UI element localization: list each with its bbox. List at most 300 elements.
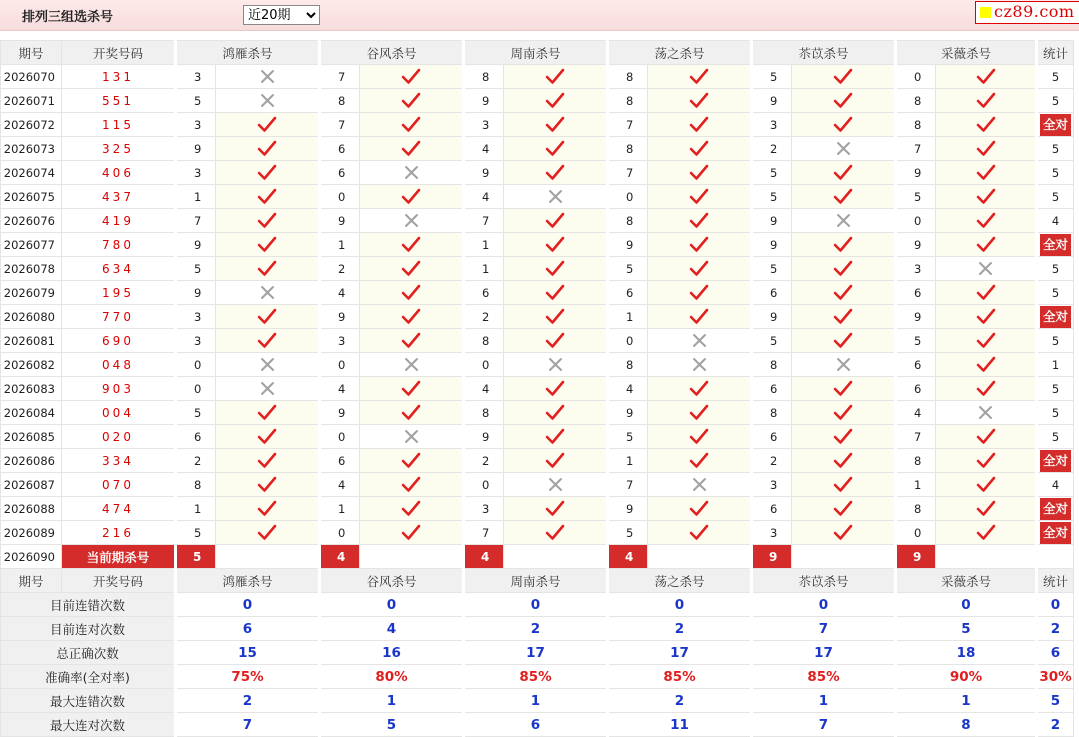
summary-stat-value: 2 [1037, 713, 1074, 737]
stat-cell: 5 [1037, 137, 1074, 161]
check-icon [216, 137, 320, 161]
kill-number-cell: 1 [464, 233, 504, 257]
stat-cell: 5 [1037, 425, 1074, 449]
summary-value: 17 [464, 641, 608, 665]
col-header-expert: 荡之杀号 [608, 41, 752, 65]
summary-value: 1 [752, 689, 896, 713]
summary-value: 80% [320, 665, 464, 689]
kill-number-cell: 8 [896, 89, 936, 113]
kill-number-cell: 7 [608, 161, 648, 185]
check-icon [936, 521, 1037, 545]
table-row [1, 89, 1074, 113]
check-icon [504, 113, 608, 137]
kill-number-cell: 3 [752, 521, 792, 545]
check-icon [936, 305, 1037, 329]
summary-value: 85% [752, 665, 896, 689]
kill-number-cell: 8 [176, 473, 216, 497]
col-header-stat: 统计 [1037, 41, 1074, 65]
check-icon [216, 329, 320, 353]
col-header-stat: 统计 [1037, 569, 1074, 593]
table-row [1, 257, 1074, 281]
check-icon [936, 449, 1037, 473]
check-icon [360, 305, 464, 329]
summary-value: 15 [176, 641, 320, 665]
summary-row [1, 713, 1074, 737]
summary-value: 17 [752, 641, 896, 665]
kill-number-cell: 8 [608, 65, 648, 89]
period-cell: 2026078 [1, 257, 62, 281]
summary-value: 85% [608, 665, 752, 689]
check-icon [648, 425, 752, 449]
stat-cell [1037, 233, 1074, 257]
kill-number-cell: 1 [464, 257, 504, 281]
summary-value: 18 [896, 641, 1037, 665]
current-kill-number: 5 [176, 545, 216, 569]
kill-number-cell: 3 [176, 329, 216, 353]
period-cell: 2026087 [1, 473, 62, 497]
check-icon [936, 353, 1037, 377]
page-title: 排列三组选杀号 [22, 10, 114, 25]
draw-number-cell: 770 [62, 305, 176, 329]
draw-number-cell: 020 [62, 425, 176, 449]
kill-number-cell: 8 [608, 209, 648, 233]
kill-number-cell: 7 [896, 137, 936, 161]
check-icon [936, 329, 1037, 353]
summary-value: 0 [464, 593, 608, 617]
check-icon [360, 233, 464, 257]
current-period-cell: 2026090 [1, 545, 62, 569]
kill-number-cell: 4 [464, 377, 504, 401]
check-icon [936, 113, 1037, 137]
check-icon [360, 281, 464, 305]
period-cell: 2026083 [1, 377, 62, 401]
col-header-draw: 开奖号码 [62, 41, 176, 65]
draw-number-cell: 334 [62, 449, 176, 473]
kill-number-cell: 0 [320, 425, 360, 449]
summary-label: 目前连对次数 [1, 617, 176, 641]
draw-number-cell: 216 [62, 521, 176, 545]
kill-number-cell: 1 [176, 185, 216, 209]
summary-row [1, 641, 1074, 665]
kill-number-cell: 0 [176, 377, 216, 401]
kill-number-cell: 9 [752, 305, 792, 329]
cross-icon [216, 65, 320, 89]
kill-number-cell: 8 [464, 329, 504, 353]
summary-value: 2 [176, 689, 320, 713]
check-icon [648, 185, 752, 209]
period-cell: 2026085 [1, 425, 62, 449]
kill-number-cell: 5 [608, 425, 648, 449]
kill-number-cell: 0 [608, 185, 648, 209]
kill-number-cell: 4 [320, 281, 360, 305]
summary-value: 16 [320, 641, 464, 665]
draw-number-cell: 437 [62, 185, 176, 209]
current-kill-empty [360, 545, 464, 569]
check-icon [216, 233, 320, 257]
current-kill-number: 9 [752, 545, 792, 569]
check-icon [648, 497, 752, 521]
summary-value: 85% [464, 665, 608, 689]
col-header-expert: 谷风杀号 [320, 569, 464, 593]
current-stat-empty [1037, 545, 1074, 569]
kill-number-cell: 7 [176, 209, 216, 233]
kill-number-cell: 8 [608, 89, 648, 113]
check-icon [216, 401, 320, 425]
stat-cell [1037, 449, 1074, 473]
col-header-expert: 苶苡杀号 [752, 569, 896, 593]
kill-number-cell: 8 [608, 137, 648, 161]
summary-label: 目前连错次数 [1, 593, 176, 617]
kill-number-cell: 6 [320, 449, 360, 473]
summary-value: 5 [896, 617, 1037, 641]
kill-number-cell: 5 [176, 521, 216, 545]
table-row [1, 113, 1074, 137]
check-icon [792, 257, 896, 281]
check-icon [648, 89, 752, 113]
kill-number-cell: 6 [896, 353, 936, 377]
kill-number-cell: 6 [176, 425, 216, 449]
kill-number-cell: 3 [176, 161, 216, 185]
period-cell: 2026073 [1, 137, 62, 161]
all-correct-badge: 全对 [1040, 450, 1071, 472]
check-icon [360, 257, 464, 281]
check-icon [360, 89, 464, 113]
summary-value: 7 [752, 713, 896, 737]
summary-value: 4 [320, 617, 464, 641]
stat-cell: 5 [1037, 401, 1074, 425]
period-range-select[interactable] [243, 5, 320, 25]
table-row [1, 401, 1074, 425]
check-icon [360, 377, 464, 401]
summary-label: 最大连错次数 [1, 689, 176, 713]
current-kill-number: 4 [464, 545, 504, 569]
cross-icon [216, 89, 320, 113]
kill-number-cell: 8 [608, 353, 648, 377]
check-icon [216, 521, 320, 545]
kill-number-cell: 0 [320, 185, 360, 209]
check-icon [792, 233, 896, 257]
summary-value: 0 [320, 593, 464, 617]
summary-row [1, 665, 1074, 689]
kill-number-cell: 5 [608, 257, 648, 281]
kill-number-cell: 9 [896, 161, 936, 185]
kill-number-cell: 7 [608, 473, 648, 497]
draw-number-cell: 131 [62, 65, 176, 89]
kill-number-cell: 0 [320, 521, 360, 545]
kill-number-cell: 0 [896, 521, 936, 545]
table-row [1, 65, 1074, 89]
current-kill-empty [648, 545, 752, 569]
kill-number-cell: 7 [320, 65, 360, 89]
current-kill-label: 当前期杀号 [62, 545, 176, 569]
summary-value: 6 [176, 617, 320, 641]
check-icon [504, 449, 608, 473]
check-icon [648, 377, 752, 401]
kill-number-cell: 3 [752, 473, 792, 497]
stat-cell: 4 [1037, 209, 1074, 233]
check-icon [504, 401, 608, 425]
kill-number-cell: 7 [608, 113, 648, 137]
draw-number-cell: 048 [62, 353, 176, 377]
cross-icon [936, 257, 1037, 281]
check-icon [360, 521, 464, 545]
kill-number-cell: 9 [608, 497, 648, 521]
check-icon [936, 137, 1037, 161]
kill-number-cell: 5 [752, 65, 792, 89]
kill-number-cell: 6 [320, 137, 360, 161]
kill-number-cell: 4 [464, 185, 504, 209]
site-logo[interactable] [975, 1, 1079, 24]
summary-label: 准确率(全对率) [1, 665, 176, 689]
draw-number-cell: 634 [62, 257, 176, 281]
check-icon [792, 89, 896, 113]
logo-square-icon [980, 7, 991, 18]
table-row [1, 449, 1074, 473]
period-cell: 2026070 [1, 65, 62, 89]
check-icon [792, 281, 896, 305]
draw-number-cell: 903 [62, 377, 176, 401]
check-icon [360, 473, 464, 497]
kill-number-table [0, 40, 1074, 737]
table-row [1, 521, 1074, 545]
kill-number-cell: 2 [464, 305, 504, 329]
table-row [1, 473, 1074, 497]
kill-number-cell: 9 [320, 209, 360, 233]
kill-number-cell: 8 [896, 113, 936, 137]
all-correct-badge: 全对 [1040, 522, 1071, 544]
summary-value: 8 [896, 713, 1037, 737]
current-kill-empty [504, 545, 608, 569]
current-kill-number: 4 [320, 545, 360, 569]
check-icon [792, 401, 896, 425]
col-header-expert: 鸿雁杀号 [176, 41, 320, 65]
check-icon [504, 377, 608, 401]
check-icon [216, 161, 320, 185]
kill-number-cell: 0 [896, 65, 936, 89]
kill-number-cell: 9 [464, 425, 504, 449]
current-kill-empty [792, 545, 896, 569]
check-icon [648, 281, 752, 305]
cross-icon [216, 281, 320, 305]
summary-stat-value: 5 [1037, 689, 1074, 713]
period-cell: 2026082 [1, 353, 62, 377]
stat-cell [1037, 497, 1074, 521]
check-icon [504, 329, 608, 353]
summary-value: 7 [176, 713, 320, 737]
period-cell: 2026075 [1, 185, 62, 209]
period-cell: 2026071 [1, 89, 62, 113]
kill-number-cell: 0 [464, 473, 504, 497]
table-row [1, 137, 1074, 161]
check-icon [360, 449, 464, 473]
check-icon [648, 401, 752, 425]
current-kill-empty [936, 545, 1037, 569]
check-icon [504, 161, 608, 185]
check-icon [648, 305, 752, 329]
col-header-expert: 鸿雁杀号 [176, 569, 320, 593]
check-icon [360, 329, 464, 353]
kill-number-cell: 5 [608, 521, 648, 545]
check-icon [648, 209, 752, 233]
col-header-expert: 周南杀号 [464, 41, 608, 65]
period-cell: 2026080 [1, 305, 62, 329]
kill-number-cell: 8 [464, 65, 504, 89]
draw-number-cell: 325 [62, 137, 176, 161]
check-icon [504, 257, 608, 281]
table-row [1, 329, 1074, 353]
check-icon [648, 521, 752, 545]
check-icon [648, 449, 752, 473]
summary-value: 5 [320, 713, 464, 737]
stat-cell [1037, 521, 1074, 545]
check-icon [648, 257, 752, 281]
period-cell: 2026088 [1, 497, 62, 521]
kill-number-cell: 8 [896, 449, 936, 473]
col-header-expert: 谷风杀号 [320, 41, 464, 65]
check-icon [360, 65, 464, 89]
period-cell: 2026077 [1, 233, 62, 257]
summary-row [1, 617, 1074, 641]
kill-number-cell: 2 [320, 257, 360, 281]
kill-number-cell: 8 [752, 401, 792, 425]
current-period-row [1, 545, 1074, 569]
cross-icon [360, 161, 464, 185]
check-icon [936, 281, 1037, 305]
current-kill-number: 4 [608, 545, 648, 569]
kill-number-cell: 3 [464, 497, 504, 521]
kill-number-cell: 9 [608, 233, 648, 257]
check-icon [504, 521, 608, 545]
stat-cell: 5 [1037, 329, 1074, 353]
cross-icon [504, 185, 608, 209]
cross-icon [792, 353, 896, 377]
summary-stat-value: 6 [1037, 641, 1074, 665]
check-icon [936, 425, 1037, 449]
check-icon [936, 497, 1037, 521]
kill-number-cell: 9 [464, 161, 504, 185]
check-icon [216, 257, 320, 281]
stat-cell: 5 [1037, 281, 1074, 305]
kill-number-cell: 6 [752, 281, 792, 305]
check-icon [792, 449, 896, 473]
period-cell: 2026074 [1, 161, 62, 185]
summary-value: 0 [752, 593, 896, 617]
kill-number-cell: 3 [176, 113, 216, 137]
draw-number-cell: 195 [62, 281, 176, 305]
kill-number-cell: 8 [464, 401, 504, 425]
kill-number-cell: 6 [752, 497, 792, 521]
check-icon [792, 425, 896, 449]
check-icon [360, 137, 464, 161]
check-icon [504, 425, 608, 449]
stat-cell: 5 [1037, 257, 1074, 281]
stat-cell [1037, 305, 1074, 329]
kill-number-cell: 8 [896, 497, 936, 521]
kill-number-cell: 4 [608, 377, 648, 401]
period-cell: 2026089 [1, 521, 62, 545]
kill-number-cell: 5 [896, 329, 936, 353]
col-header-expert: 苶苡杀号 [752, 41, 896, 65]
check-icon [216, 473, 320, 497]
kill-number-cell: 0 [176, 353, 216, 377]
cross-icon [360, 353, 464, 377]
kill-number-cell: 6 [752, 377, 792, 401]
kill-number-cell: 0 [464, 353, 504, 377]
check-icon [360, 401, 464, 425]
col-header-period: 期号 [1, 41, 62, 65]
col-header-expert: 采薇杀号 [896, 569, 1037, 593]
check-icon [504, 497, 608, 521]
check-icon [792, 329, 896, 353]
kill-number-cell: 9 [752, 233, 792, 257]
check-icon [504, 281, 608, 305]
kill-number-cell: 9 [752, 209, 792, 233]
kill-number-cell: 4 [320, 473, 360, 497]
table-row [1, 209, 1074, 233]
kill-number-cell: 1 [320, 233, 360, 257]
kill-number-cell: 0 [896, 209, 936, 233]
cross-icon [648, 353, 752, 377]
cross-icon [792, 137, 896, 161]
draw-number-cell: 474 [62, 497, 176, 521]
kill-number-cell: 5 [752, 185, 792, 209]
check-icon [936, 209, 1037, 233]
check-icon [792, 185, 896, 209]
check-icon [792, 521, 896, 545]
summary-value: 0 [896, 593, 1037, 617]
summary-stat-value: 0 [1037, 593, 1074, 617]
check-icon [504, 209, 608, 233]
kill-number-cell: 5 [176, 257, 216, 281]
stat-cell: 5 [1037, 161, 1074, 185]
col-header-expert: 荡之杀号 [608, 569, 752, 593]
current-kill-empty [216, 545, 320, 569]
kill-number-cell: 4 [896, 401, 936, 425]
check-icon [360, 113, 464, 137]
kill-number-cell: 6 [896, 281, 936, 305]
kill-number-cell: 5 [176, 89, 216, 113]
top-bar [0, 0, 1079, 31]
check-icon [648, 113, 752, 137]
table-row [1, 185, 1074, 209]
summary-value: 1 [896, 689, 1037, 713]
check-icon [936, 185, 1037, 209]
kill-number-cell: 2 [752, 449, 792, 473]
check-icon [504, 65, 608, 89]
draw-number-cell: 115 [62, 113, 176, 137]
kill-number-cell: 3 [176, 305, 216, 329]
kill-number-cell: 9 [176, 233, 216, 257]
check-icon [936, 65, 1037, 89]
check-icon [792, 65, 896, 89]
check-icon [216, 425, 320, 449]
draw-number-cell: 690 [62, 329, 176, 353]
check-icon [648, 161, 752, 185]
kill-number-cell: 7 [896, 425, 936, 449]
table-header-row [1, 41, 1074, 65]
all-correct-badge: 全对 [1040, 114, 1071, 136]
check-icon [936, 473, 1037, 497]
kill-number-cell: 6 [752, 425, 792, 449]
stat-cell: 1 [1037, 353, 1074, 377]
draw-number-cell: 004 [62, 401, 176, 425]
summary-value: 2 [608, 617, 752, 641]
cross-icon [504, 353, 608, 377]
cross-icon [216, 353, 320, 377]
kill-number-cell: 9 [320, 401, 360, 425]
period-cell: 2026084 [1, 401, 62, 425]
cross-icon [504, 473, 608, 497]
